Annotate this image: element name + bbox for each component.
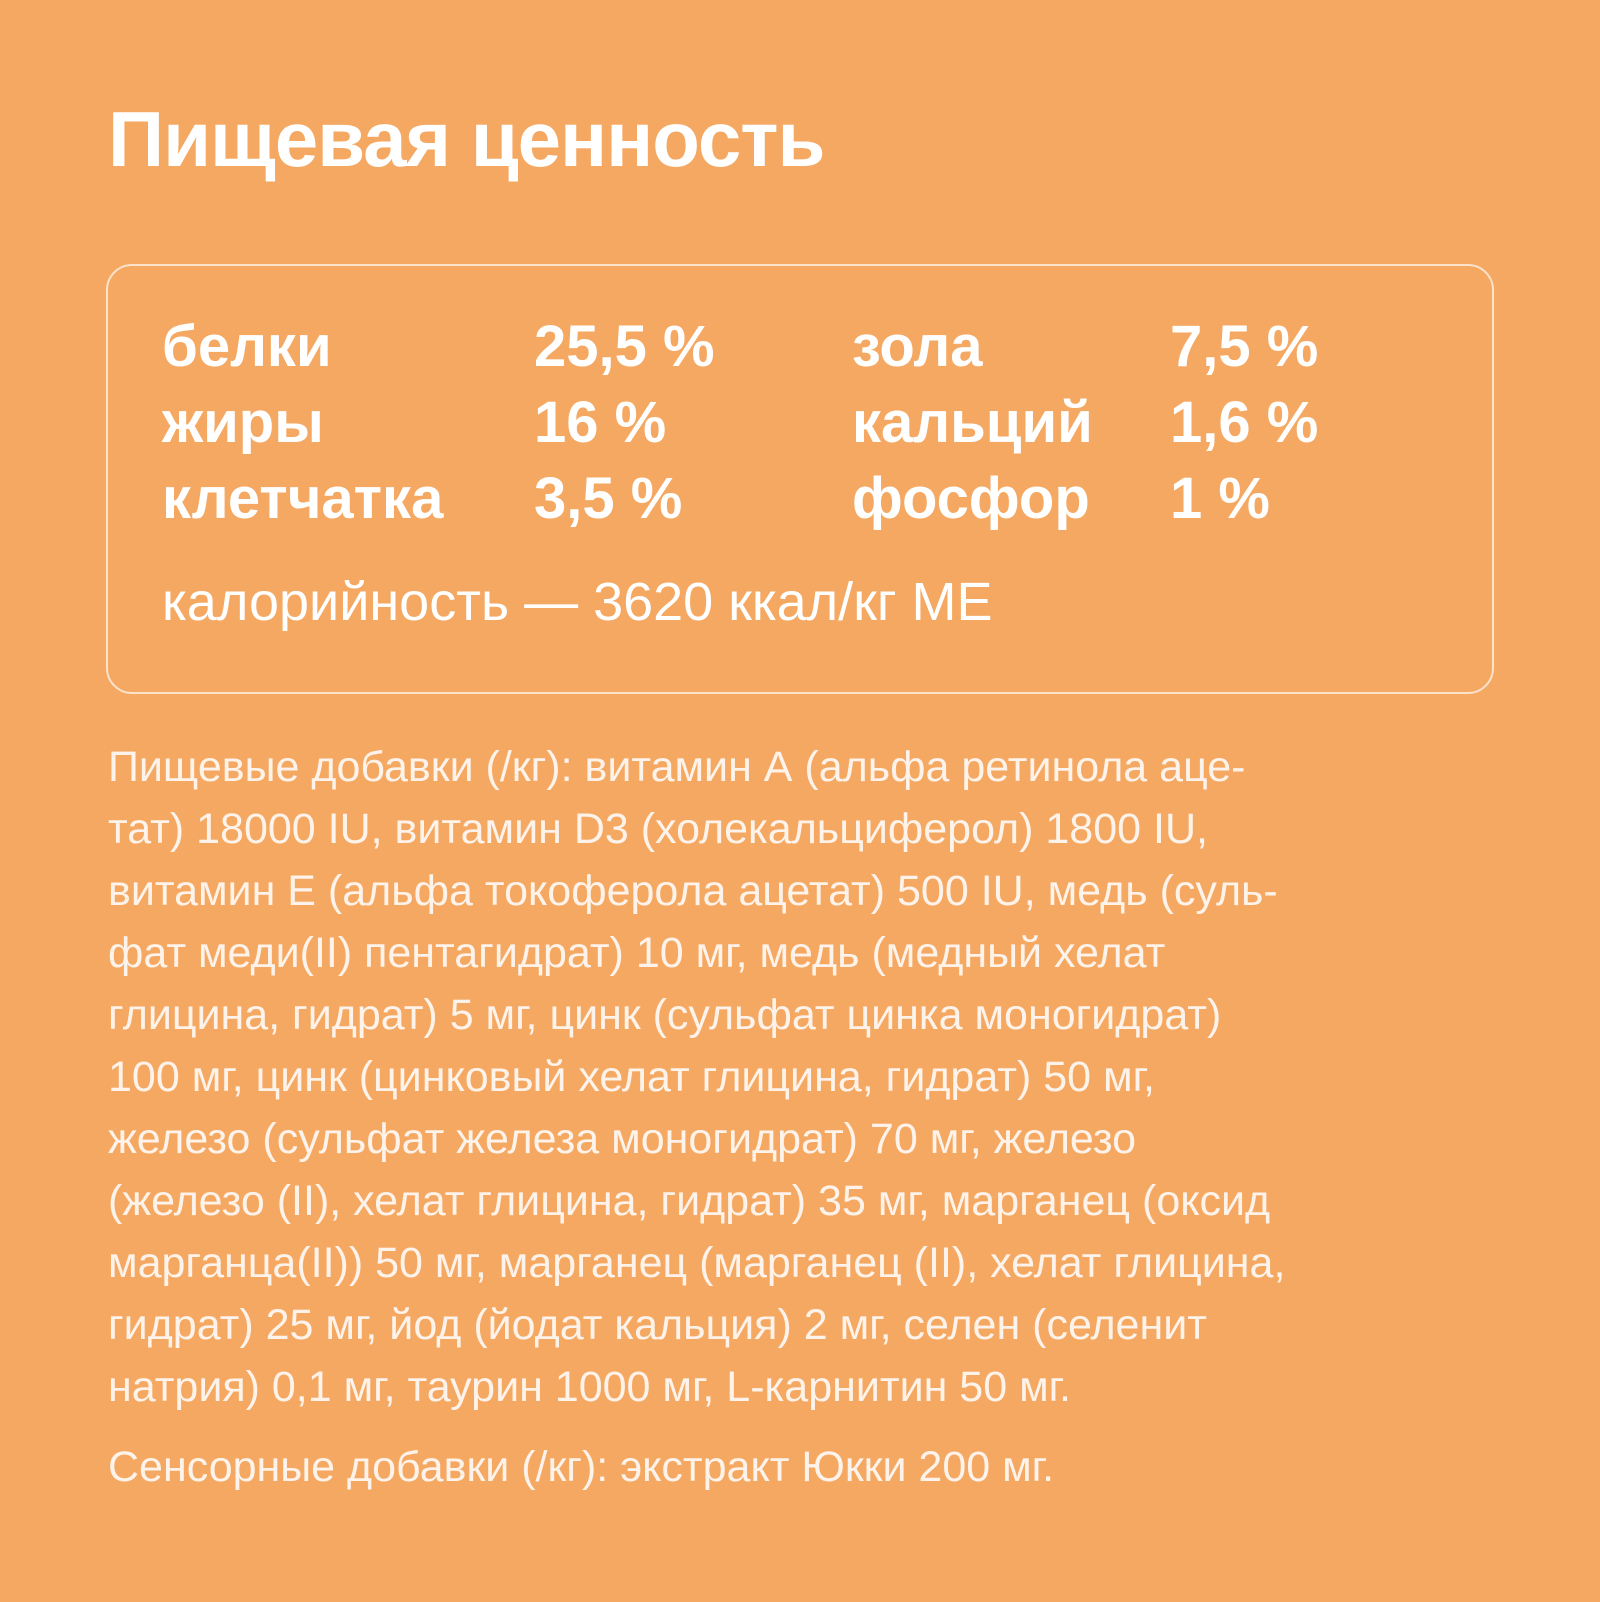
nutrient-name: кальций xyxy=(852,390,1093,455)
nutrient-value: 7,5 % xyxy=(1170,314,1319,379)
additives-line: Пищевые добавки (/кг): витамин А (альфа ретинола аце- xyxy=(108,743,1246,791)
nutrient-name: зола xyxy=(852,314,983,379)
nutrient-row xyxy=(162,384,1462,462)
nutrient-value: 16 % xyxy=(534,390,667,455)
additives-line: натрия) 0,1 мг, таурин 1000 мг, L-карнитин 50 мг. xyxy=(108,1363,1072,1411)
calories-text: калорийность — 3620 ккал/кг МЕ xyxy=(162,572,993,632)
sensory-additives: Сенсорные добавки (/кг): экстракт Юкки 200 мг. xyxy=(108,1443,1055,1491)
additives-line: марганца(II)) 50 мг, марганец (марганец (II), хелат глицина, xyxy=(108,1239,1286,1287)
additives-line: гидрат) 25 мг, йод (йодат кальция) 2 мг, селен (селенит xyxy=(108,1301,1207,1349)
nutrition-box xyxy=(106,264,1494,694)
additives-line: фат меди(II) пентагидрат) 10 мг, медь (медный хелат xyxy=(108,929,1166,977)
nutrient-value: 1 % xyxy=(1170,466,1270,531)
page-title: Пищевая ценность xyxy=(108,95,825,183)
additives-line: глицина, гидрат) 5 мг, цинк (сульфат цинка моногидрат) xyxy=(108,991,1222,1039)
nutrient-value: 1,6 % xyxy=(1170,390,1319,455)
additives-line: (железо (II), хелат глицина, гидрат) 35 мг, марганец (оксид xyxy=(108,1177,1271,1225)
additives-line: тат) 18000 IU, витамин D3 (холекальциферол) 1800 IU, xyxy=(108,805,1208,853)
nutrient-name: белки xyxy=(162,314,332,379)
nutrient-name: клетчатка xyxy=(162,466,444,531)
nutrient-name: жиры xyxy=(162,390,324,455)
nutrient-grid xyxy=(162,308,1462,548)
additives-line: витамин Е (альфа токоферола ацетат) 500 IU, медь (суль- xyxy=(108,867,1278,915)
additives-paragraph xyxy=(108,736,1508,1418)
nutrient-value: 25,5 % xyxy=(534,314,715,379)
nutrient-value: 3,5 % xyxy=(534,466,683,531)
nutrient-row xyxy=(162,460,1462,538)
nutrient-name: фосфор xyxy=(852,466,1090,531)
additives-line: железо (сульфат железа моногидрат) 70 мг, железо xyxy=(108,1115,1137,1163)
additives-line: 100 мг, цинк (цинковый хелат глицина, гидрат) 50 мг, xyxy=(108,1053,1155,1101)
nutrient-row xyxy=(162,308,1462,386)
